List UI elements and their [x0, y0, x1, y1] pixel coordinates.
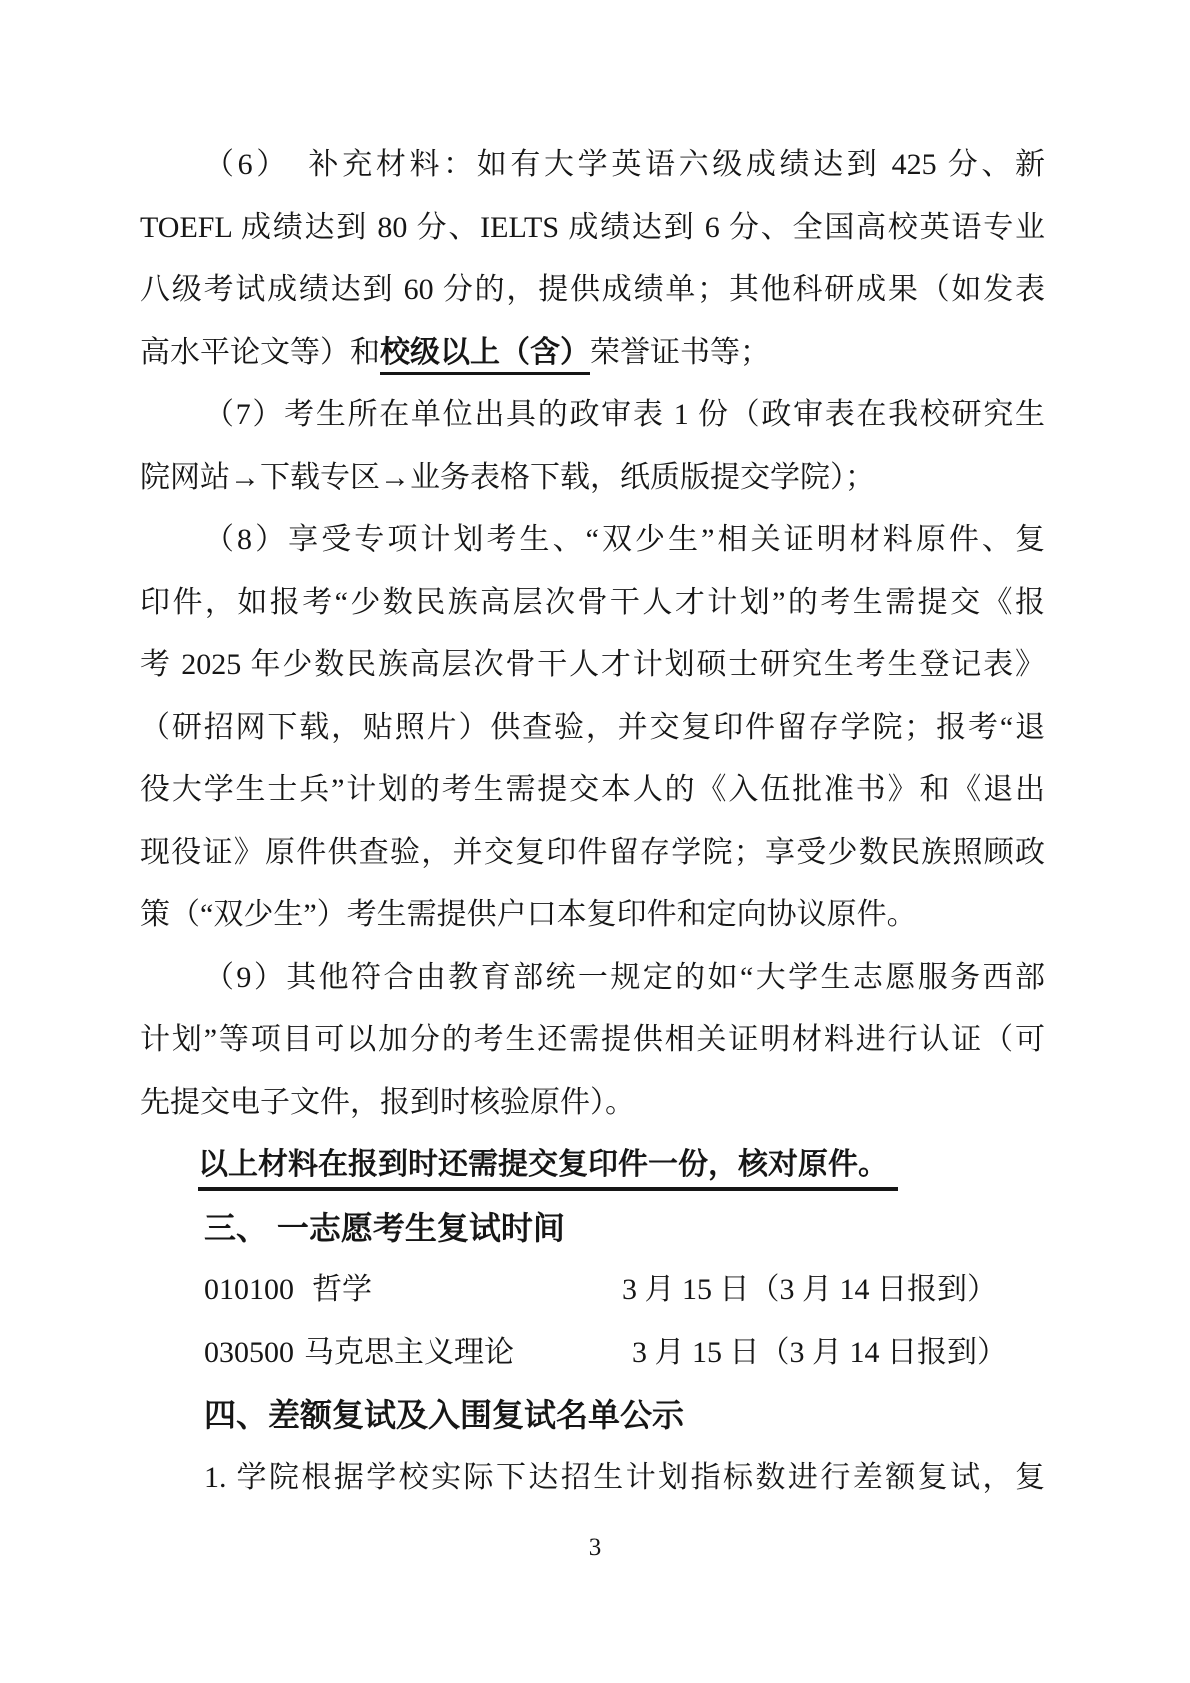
- para-8-line-4: （研招网下载，贴照片）供查验，并交复印件留存学院；报考“退: [140, 710, 1045, 744]
- para-6-line-4-tail: 荣誉证书等；: [590, 335, 770, 369]
- para-8-line-6: 现役证》原件供查验，并交复印件留存学院；享受少数民族照顾政: [140, 835, 1045, 869]
- section-3-heading: 三、 一志愿考生复试时间: [204, 1209, 565, 1246]
- para-7-line-1: （7）考生所在单位出具的政审表 1 份（政审表在我校研究生: [204, 398, 1045, 431]
- para-8-line-2: 印件，如报考“少数民族高层次骨干人才计划”的考生需提交《报: [140, 585, 1045, 619]
- major-code: 010100: [204, 1273, 294, 1306]
- para-9-line-1: （9）其他符合由教育部统一规定的如“大学生志愿服务西部: [204, 960, 1045, 994]
- exam-date: 3 月 15 日（3 月 14 日报到）: [622, 1273, 997, 1306]
- section-4-para-line-1: 1. 学院根据学校实际下达招生计划指标数进行差额复试，复: [204, 1460, 1045, 1494]
- para-9-line-2: 计划”等项目可以加分的考生还需提供相关证明材料进行认证（可: [140, 1023, 1045, 1056]
- underlined-emphasis: 校级以上（含）: [380, 336, 590, 375]
- page-content: [140, 134, 1045, 1509]
- major-name: 马克思主义理论: [304, 1335, 514, 1369]
- schedule-row-philosophy: [140, 1259, 1045, 1322]
- para-6-line-3: 八级考试成绩达到 60 分的，提供成绩单；其他科研成果（如发表: [140, 273, 1045, 306]
- para-8-line-3: 考 2025 年少数民族高层次骨干人才计划硕士研究生考生登记表》: [140, 648, 1045, 681]
- para-7-line-2: 院网站→下载专区→业务表格下载，纸质版提交学院）；: [140, 460, 875, 494]
- major-name: 哲学: [312, 1273, 372, 1306]
- notice-underlined-text: 以上材料在报到时还需提交复印件一份，核对原件。: [198, 1148, 898, 1191]
- page-number: 3: [588, 1534, 602, 1561]
- para-6-line-2: TOEFL 成绩达到 80 分、IELTS 成绩达到 6 分、全国高校英语专业: [140, 210, 1045, 244]
- para-9-line-3: 先提交电子文件，报到时核验原件）。: [140, 1085, 635, 1119]
- schedule-row-marxism: [140, 1322, 1045, 1385]
- para-6-line-4: [140, 322, 1045, 385]
- major-code: 030500: [204, 1335, 294, 1369]
- para-6-line-1: （6） 补充材料：如有大学英语六级成绩达到 425 分、新: [204, 148, 1045, 181]
- para-8-line-5: 役大学生士兵”计划的考生需提交本人的《入伍批准书》和《退出: [140, 773, 1045, 806]
- section-4-heading: 四、差额复试及入围复试名单公示: [204, 1397, 685, 1433]
- para-8-line-1: （8）享受专项计划考生、“双少生”相关证明材料原件、复: [204, 523, 1045, 556]
- para-8-line-7: 策（“双少生”）考生需提供户口本复印件和定向协议原件。: [140, 898, 917, 931]
- exam-date: 3 月 15 日（3 月 14 日报到）: [632, 1335, 1007, 1369]
- para-6-line-4-text: 高水平论文等）和: [140, 335, 380, 369]
- notice-line: [140, 1134, 1045, 1197]
